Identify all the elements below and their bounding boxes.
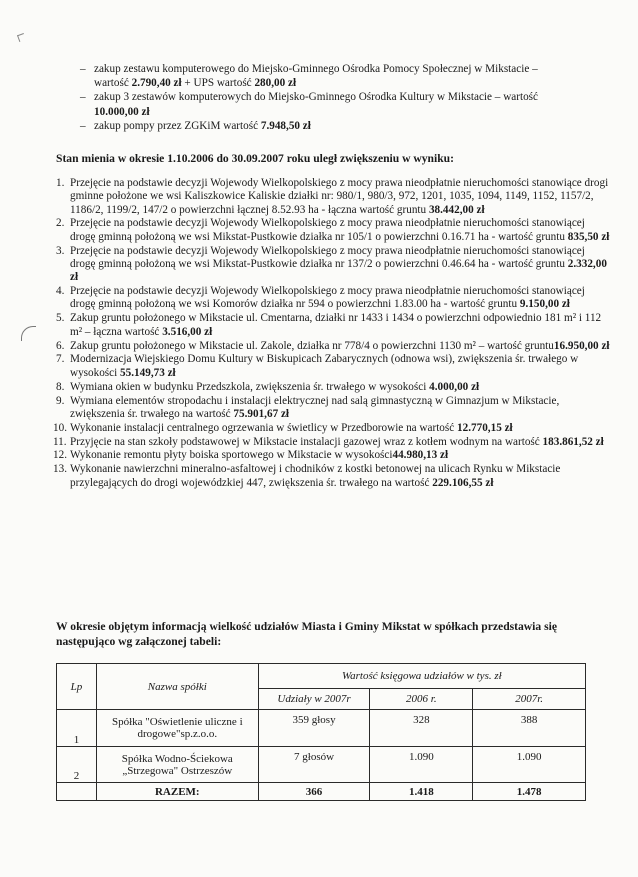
list-number: 4. bbox=[56, 285, 65, 298]
list-number: 13. bbox=[53, 463, 67, 476]
list-text: Wykonanie nawierzchni mineralno-asfaltowej i chodników z kostki betonowej na ulicach Rynku w Mikstacie przylegających do drogi wojewódzkiej 447, zwiększenia śr. trwałego na wartość bbox=[70, 463, 561, 489]
list-value: 2.332,00 zł bbox=[70, 257, 607, 284]
list-item bbox=[56, 381, 611, 394]
list-item bbox=[56, 217, 611, 244]
list-item bbox=[56, 340, 611, 353]
header-lp: Lp bbox=[57, 664, 97, 710]
list-value: 9.150,00 zł bbox=[519, 298, 570, 311]
list-value: 16.950,00 zł bbox=[553, 339, 610, 352]
cell-2007: 388 bbox=[473, 710, 586, 747]
purchase-item: – zakup 3 zestawów komputerowych do Miejsko-Gminnego Ośrodka Kultury w Mikstacie – wartość 10.000,00 zł bbox=[80, 90, 550, 118]
list-value: 183.861,52 zł bbox=[542, 435, 604, 448]
list-item bbox=[53, 463, 611, 490]
list-text: Przejęcie na podstawie decyzji Wojewody Wielkopolskiego z mocy prawa nieodpłatnie nieruchomości stanowiącej drogę gminną położoną we wsi Mikstat-Pustkowie działka nr 137/2 o powierzchni 0.46.64 ha - wartość gruntu bbox=[70, 244, 585, 270]
purchase-list bbox=[80, 62, 550, 133]
scan-mark bbox=[17, 33, 26, 42]
section-heading-shares: W okresie objętym informacją wielkość udziałów Miasta i Gminy Mikstat w spółkach przedstawia się następująco wg załączonej tabeli: bbox=[56, 620, 557, 648]
cell-shares: 7 głosów bbox=[258, 747, 370, 783]
list-text: Przyjęcie na stan szkoły podstawowej w Mikstacie instalacji gazowej wraz z kotłem wodnym na wartość bbox=[70, 435, 543, 448]
list-text: Wymiana elementów stropodachu i instalacji elektrycznej nad salą gimnastyczną w Gimnazjum w Mikstacie, zwiększenia śr. trwałego na wartość bbox=[70, 394, 560, 420]
section-heading-increase: Stan mienia w okresie 1.10.2006 do 30.09.2007 roku uległ zwiększeniu w wyniku: bbox=[56, 152, 454, 165]
list-number: 5. bbox=[56, 312, 65, 325]
list-value: 55.149,73 zł bbox=[120, 366, 176, 379]
list-number: 9. bbox=[56, 394, 65, 407]
header-company-name: Nazwa spółki bbox=[96, 664, 258, 710]
shares-table bbox=[56, 663, 586, 801]
list-value: 4.000,00 zł bbox=[429, 380, 480, 393]
list-item bbox=[56, 395, 611, 422]
list-text: Przejęcie na podstawie decyzji Wojewody Wielkopolskiego z mocy prawa nieodpłatnie nieruchomości stanowiące drogi gminne położone we wsi Kaliszkowice Kaliskie działki nr: 980/1, 980/3, 972, 1201, 1035, 1094, 1149, 1152, 1157/2, 1186/2, 1199/2, 147/2 o powierzchni łącznej 8.52.93 ha - łączna wartość gruntu bbox=[70, 177, 609, 216]
list-text: Zakup gruntu położonego w Mikstacie ul. Zakole, działka nr 778/4 o powierzchni 1130 m² – wartość gruntu bbox=[70, 339, 554, 352]
list-number: 3. bbox=[56, 244, 65, 257]
header-2007: 2007r. bbox=[473, 689, 586, 710]
list-item bbox=[56, 245, 611, 285]
list-item bbox=[56, 285, 611, 312]
list-number: 8. bbox=[56, 380, 65, 393]
cell-lp: 2 bbox=[57, 747, 97, 783]
table-row bbox=[57, 747, 586, 783]
total-shares: 366 bbox=[258, 783, 370, 801]
cell-name: Spółka Wodno-Ściekowa „Strzegowa" Ostrzeszów bbox=[96, 747, 258, 783]
cell-name: Spółka "Oświetlenie uliczne i drogowe"sp.z.o.o. bbox=[96, 710, 258, 747]
total-label: RAZEM: bbox=[96, 783, 258, 801]
header-2006: 2006 r. bbox=[370, 689, 473, 710]
header-book-value: Wartość księgowa udziałów w tys. zł bbox=[258, 664, 585, 689]
purchase-item: – zakup pompy przez ZGKiM wartość 7.948,50 zł bbox=[80, 119, 550, 133]
cell-2006: 1.090 bbox=[370, 747, 473, 783]
list-number: 11. bbox=[53, 435, 67, 448]
list-value: 835,50 zł bbox=[567, 230, 610, 243]
scan-mark bbox=[21, 326, 36, 341]
list-item bbox=[56, 177, 611, 217]
header-shares-2007: Udziały w 2007r bbox=[258, 689, 370, 710]
list-text: Zakup gruntu położonego w Mikstacie ul. Cmentarna, działki nr 1433 i 1434 o powierzchni odpowiednio 181 m² i 112 m² – łączna wartość bbox=[70, 312, 602, 338]
list-text: Wykonanie remontu płyty boiska sportowego w Mikstacie w wysokości bbox=[70, 449, 393, 462]
list-number: 10. bbox=[53, 421, 67, 434]
list-text: Przejęcie na podstawie decyzji Wojewody Wielkopolskiego z mocy prawa nieodpłatnie nieruchomości stanowiącej drogę gminną położoną we wsi Mikstat-Pustkowie działka nr 105/1 o powierzchni 0.16.71 ha - wartość gruntu bbox=[70, 217, 585, 243]
table-row bbox=[57, 710, 586, 747]
list-number: 2. bbox=[56, 217, 65, 230]
list-item bbox=[53, 435, 611, 449]
list-item bbox=[53, 449, 611, 462]
list-item bbox=[56, 312, 611, 339]
list-number: 7. bbox=[56, 353, 65, 366]
increase-list bbox=[53, 177, 611, 491]
list-text: Wymiana okien w budynku Przedszkola, zwiększenia śr. trwałego w wysokości bbox=[70, 380, 430, 393]
list-text: Modernizacja Wiejskiego Domu Kultury w Biskupicach Zabarycznych (odnowa wsi), zwiększenia śr. trwałego w wysokości bbox=[70, 353, 579, 379]
list-value: 229.106,55 zł bbox=[432, 476, 494, 489]
list-item bbox=[56, 353, 611, 380]
list-item bbox=[53, 421, 611, 435]
list-value: 75.901,67 zł bbox=[233, 407, 290, 420]
list-number: 12. bbox=[53, 449, 67, 462]
purchase-item: – zakup zestawu komputerowego do Miejsko-Gminnego Ośrodka Pomocy Społecznej w Mikstacie – wartość 2.790,40 zł + UPS wartość 280,00 zł bbox=[80, 62, 550, 90]
list-number: 6. bbox=[56, 339, 65, 352]
cell-lp: 1 bbox=[57, 710, 97, 747]
cell-shares: 359 głosy bbox=[258, 710, 370, 747]
list-text: Przejęcie na podstawie decyzji Wojewody Wielkopolskiego z mocy prawa nieodpłatnie nieruchomości stanowiącej drogę gminną położoną we wsi Komorów działka nr 594 o powierzchni 1.83.00 ha - wartość gruntu bbox=[70, 285, 585, 311]
list-value: 3.516,00 zł bbox=[162, 325, 213, 338]
total-2006: 1.418 bbox=[370, 783, 473, 801]
list-text: Wykonanie instalacji centralnego ogrzewania w świetlicy w Przedborowie na wartość bbox=[70, 421, 458, 434]
list-value: 12.770,15 zł bbox=[457, 421, 513, 434]
list-value: 38.442,00 zł bbox=[428, 203, 485, 216]
cell-2006: 328 bbox=[370, 710, 473, 747]
list-number: 1. bbox=[56, 177, 65, 189]
cell-2007: 1.090 bbox=[473, 747, 586, 783]
table-total-row bbox=[57, 783, 586, 801]
list-value: 44.980,13 zł bbox=[392, 449, 449, 462]
total-2007: 1.478 bbox=[473, 783, 586, 801]
